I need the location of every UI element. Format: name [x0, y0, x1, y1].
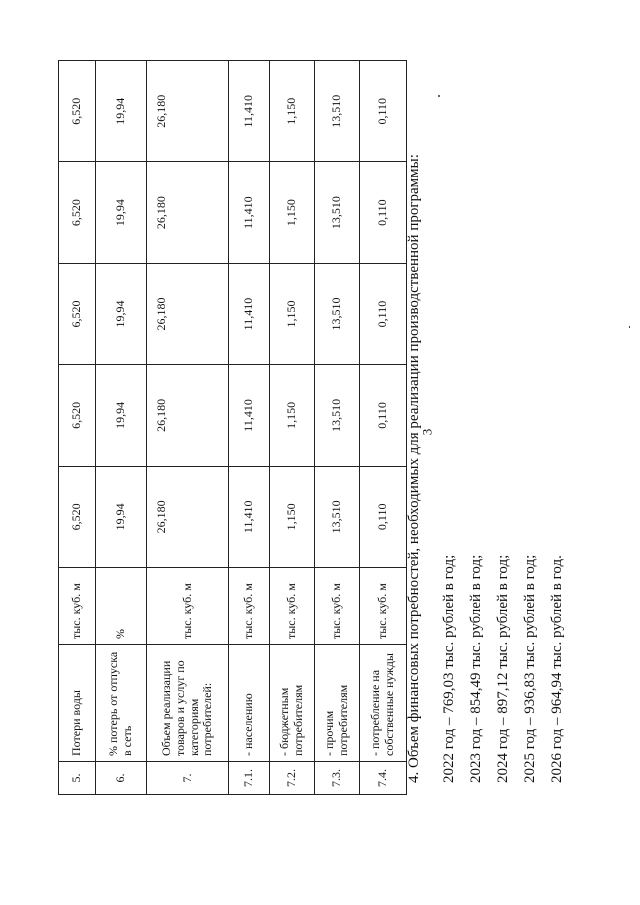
list-item: 2024 год – 897,12 тыс. рублей в год; — [495, 554, 511, 783]
row-value: 26,180 — [147, 162, 229, 263]
row-value: 19,94 — [96, 162, 147, 263]
row-number: 6. — [96, 762, 147, 795]
row-unit: тыс. куб. м — [59, 568, 96, 645]
row-value: 13,510 — [315, 365, 360, 466]
row-unit: тыс. куб. м — [147, 568, 229, 645]
list-item: 2025 год – 936,83 тыс. рублей в год; — [522, 554, 538, 783]
row-value: 26,180 — [147, 61, 229, 162]
row-value: 26,180 — [147, 466, 229, 567]
section-4-heading: 4. Объем финансовых потребностей, необходимых для реализации производственной программы: — [406, 154, 422, 783]
row-value: 0,110 — [360, 61, 407, 162]
row-unit: тыс. куб. м — [270, 568, 315, 645]
row-number: 7.4. — [360, 762, 407, 795]
list-item: 2026 год – 964,94 тыс. рублей в год. — [549, 555, 565, 783]
table-row — [59, 61, 96, 795]
row-number: 7.3. — [315, 762, 360, 795]
row-value: 11,410 — [229, 61, 270, 162]
row-number: 7. — [147, 762, 229, 795]
table-row — [315, 61, 360, 795]
row-value: 6,520 — [59, 466, 96, 567]
row-value: 13,510 — [315, 466, 360, 567]
row-value: 1,150 — [270, 61, 315, 162]
scan-speck — [629, 326, 630, 328]
row-number: 7.1. — [229, 762, 270, 795]
financial-needs-list — [436, 555, 571, 783]
table-row — [270, 61, 315, 795]
row-name: - прочим потребителям — [315, 645, 360, 762]
row-value: 6,520 — [59, 61, 96, 162]
row-value: 0,110 — [360, 162, 407, 263]
row-unit: тыс. куб. м — [315, 568, 360, 645]
row-value: 1,150 — [270, 263, 315, 364]
row-value: 13,510 — [315, 162, 360, 263]
row-value: 13,510 — [315, 61, 360, 162]
row-value: 6,520 — [59, 263, 96, 364]
row-value: 11,410 — [229, 365, 270, 466]
list-item: 2022 год – 769,03 тыс. рублей в год; — [441, 554, 457, 783]
row-value: 19,94 — [96, 365, 147, 466]
row-value: 26,180 — [147, 263, 229, 364]
row-name: - потребление на собственные нужды — [360, 645, 407, 762]
row-value: 19,94 — [96, 263, 147, 364]
row-value: 11,410 — [229, 162, 270, 263]
row-value: 19,94 — [96, 466, 147, 567]
list-item: 2023 год – 854,49 тыс. рублей в год; — [468, 554, 484, 783]
row-value: 6,520 — [59, 365, 96, 466]
row-value: 11,410 — [229, 263, 270, 364]
row-value: 0,110 — [360, 263, 407, 364]
table-row — [229, 61, 270, 795]
row-value: 0,110 — [360, 466, 407, 567]
row-name: Потери воды — [59, 645, 96, 762]
table-row — [96, 61, 147, 795]
row-unit: тыс. куб. м — [360, 568, 407, 645]
rotated-document-body — [58, 0, 618, 795]
row-unit: тыс. куб. м — [229, 568, 270, 645]
row-name: - бюджетным потребителям — [270, 645, 315, 762]
row-value: 26,180 — [147, 365, 229, 466]
row-value: 13,510 — [315, 263, 360, 364]
row-value: 1,150 — [270, 365, 315, 466]
row-value: 6,520 — [59, 162, 96, 263]
row-value: 1,150 — [270, 466, 315, 567]
row-value: 1,150 — [270, 162, 315, 263]
water-balance-table — [58, 60, 407, 795]
row-number: 5. — [59, 762, 96, 795]
row-name: Объем реализации товаров и услуг по категориям потребителей: — [147, 645, 229, 762]
row-value: 19,94 — [96, 61, 147, 162]
row-unit: % — [96, 568, 147, 645]
row-name: % потерь от отпуска в сеть — [96, 645, 147, 762]
table-row — [147, 61, 229, 795]
page-number: 3 — [419, 428, 435, 436]
row-number: 7.2. — [270, 762, 315, 795]
row-name: - населению — [229, 645, 270, 762]
row-value: 11,410 — [229, 466, 270, 567]
table-row — [360, 61, 407, 795]
row-value: 0,110 — [360, 365, 407, 466]
